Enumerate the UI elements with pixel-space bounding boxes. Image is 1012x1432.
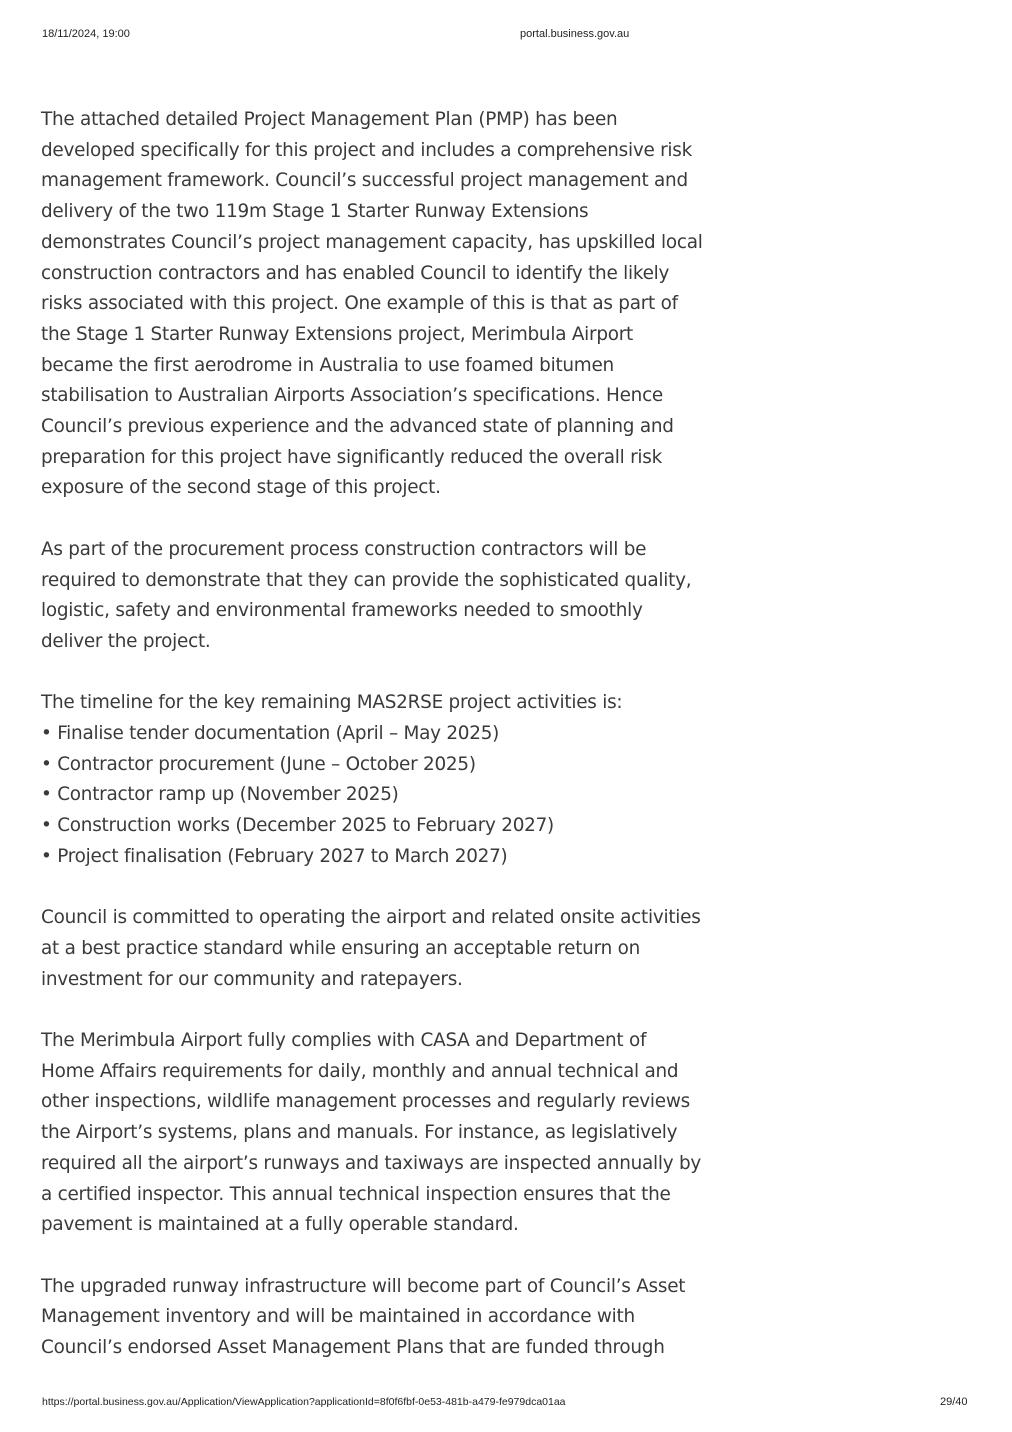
text-line: the Stage 1 Starter Runway Extensions project, Merimbula Airport <box>41 323 634 345</box>
text-line: developed specifically for this project and includes a comprehensive risk <box>41 139 693 161</box>
text-line: logistic, safety and environmental frameworks needed to smoothly <box>41 600 643 622</box>
text-line: Home Affairs requirements for daily, monthly and annual technical and <box>41 1060 679 1082</box>
text-line: a certified inspector. This annual technical inspection ensures that the <box>41 1183 671 1205</box>
paragraph-commitment <box>41 903 761 995</box>
text-line: required all the airport’s runways and taxiways are inspected annually by <box>41 1152 702 1174</box>
text-line: the Airport’s systems, plans and manuals. For instance, as legislatively <box>41 1122 678 1144</box>
text-line: delivery of the two 119m Stage 1 Starter Runway Extensions <box>41 201 589 223</box>
text-line: demonstrates Council’s project management capacity, has upskilled local <box>41 231 703 253</box>
text-line: stabilisation to Australian Airports Association’s specifications. Hence <box>41 385 663 407</box>
text-line: As part of the procurement process construction contractors will be <box>41 538 647 560</box>
timeline-bullet-item: • Finalise tender documentation (April – May 2025) <box>41 723 500 745</box>
text-line: construction contractors and has enabled Council to identify the likely <box>41 262 670 284</box>
text-line: pavement is maintained at a fully operable standard. <box>41 1214 519 1236</box>
text-line: Council’s previous experience and the advanced state of planning and <box>41 416 674 438</box>
text-line: investment for our community and ratepayers. <box>41 968 463 990</box>
paragraph-procurement <box>41 535 761 658</box>
text-line: Council’s endorsed Asset Management Plans that are funded through <box>41 1337 665 1359</box>
paragraph-risk-management <box>41 105 761 504</box>
text-line: deliver the project. <box>41 630 211 652</box>
print-datetime: 18/11/2024, 19:00 <box>42 28 130 40</box>
paragraph-asset-management <box>41 1272 761 1364</box>
print-page-url: https://portal.business.gov.au/Application/ViewApplication?applicationId=8f0f6fbf-0e53-481b-a479-fe979dca01aa <box>42 1396 566 1408</box>
text-line: exposure of the second stage of this project. <box>41 477 441 499</box>
text-line: management framework. Council’s successful project management and <box>41 170 688 192</box>
text-line: Management inventory and will be maintained in accordance with <box>41 1306 635 1328</box>
print-site-domain: portal.business.gov.au <box>520 28 630 40</box>
paragraph-timeline <box>41 688 761 872</box>
timeline-bullet-item: • Construction works (December 2025 to February 2027) <box>41 815 554 837</box>
text-line: The attached detailed Project Management Plan (PMP) has been <box>41 109 618 130</box>
timeline-bullet-item: • Project finalisation (February 2027 to March 2027) <box>41 845 508 867</box>
text-line: other inspections, wildlife management processes and regularly reviews <box>41 1091 690 1113</box>
text-line: required to demonstrate that they can provide the sophisticated quality, <box>41 569 692 591</box>
text-line: preparation for this project have significantly reduced the overall risk <box>41 446 662 468</box>
text-line: The Merimbula Airport fully complies with CASA and Department of <box>41 1030 647 1052</box>
text-line: Council is committed to operating the airport and related onsite activities <box>41 907 701 929</box>
timeline-bullet-item: • Contractor ramp up (November 2025) <box>41 784 399 806</box>
text-line: The upgraded runway infrastructure will become part of Council’s Asset <box>41 1275 686 1297</box>
page-number: 29/40 <box>940 1396 968 1408</box>
timeline-intro: The timeline for the key remaining MAS2RSE project activities is: <box>41 692 623 714</box>
document-body <box>41 105 761 1394</box>
timeline-bullet-item: • Contractor procurement (June – October 2025) <box>41 753 476 775</box>
text-line: risks associated with this project. One example of this is that as part of <box>41 293 678 315</box>
paragraph-compliance <box>41 1026 761 1241</box>
text-line: became the first aerodrome in Australia to use foamed bitumen <box>41 354 614 376</box>
text-line: at a best practice standard while ensuring an acceptable return on <box>41 937 640 959</box>
